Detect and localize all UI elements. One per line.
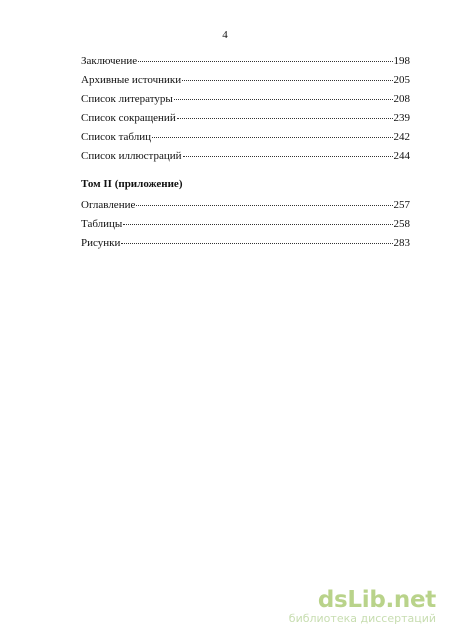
toc-entry-title: Список таблиц <box>81 131 151 143</box>
watermark <box>289 589 436 625</box>
toc-entry-page: 208 <box>393 93 410 105</box>
toc-leader-dots <box>123 224 392 225</box>
toc-entry <box>81 147 410 166</box>
toc-entry-page: 198 <box>393 55 410 67</box>
toc-entry-title: Архивные источники <box>81 74 182 86</box>
toc-entry-title: Рисунки <box>81 237 121 249</box>
toc-leader-dots <box>183 156 393 157</box>
toc-entry <box>81 234 410 253</box>
toc-entry <box>81 109 410 128</box>
toc-entry <box>81 196 410 215</box>
toc-leader-dots <box>136 205 392 206</box>
section-heading: Том II (приложение) <box>81 178 183 190</box>
page-number: 4 <box>222 29 228 41</box>
appendix-contents <box>81 196 410 253</box>
toc-entry-title: Оглавление <box>81 199 136 211</box>
toc-entry-title: Список сокращений <box>81 112 176 124</box>
toc-leader-dots <box>121 243 392 244</box>
toc-entry-title: Заключение <box>81 55 138 67</box>
toc-entry-title: Список литературы <box>81 93 173 105</box>
toc-leader-dots <box>177 118 393 119</box>
table-of-contents <box>81 52 410 166</box>
toc-entry-page: 205 <box>393 74 410 86</box>
toc-entry-page: 244 <box>393 150 410 162</box>
toc-entry-page: 242 <box>393 131 410 143</box>
toc-entry-page: 257 <box>393 199 410 211</box>
toc-entry <box>81 52 410 71</box>
toc-entry <box>81 90 410 109</box>
toc-entry-page: 283 <box>393 237 410 249</box>
toc-leader-dots <box>152 137 393 138</box>
toc-entry <box>81 71 410 90</box>
toc-entry-page: 239 <box>393 112 410 124</box>
toc-leader-dots <box>138 61 392 62</box>
toc-leader-dots <box>174 99 393 100</box>
toc-entry-page: 258 <box>393 218 410 230</box>
watermark-tagline: библиотека диссертаций <box>288 612 436 625</box>
toc-entry-title: Список иллюстраций <box>81 150 182 162</box>
toc-entry <box>81 215 410 234</box>
toc-entry-title: Таблицы <box>81 218 123 230</box>
watermark-logo: dsLib.net <box>317 587 436 613</box>
toc-entry <box>81 128 410 147</box>
toc-leader-dots <box>182 80 392 81</box>
